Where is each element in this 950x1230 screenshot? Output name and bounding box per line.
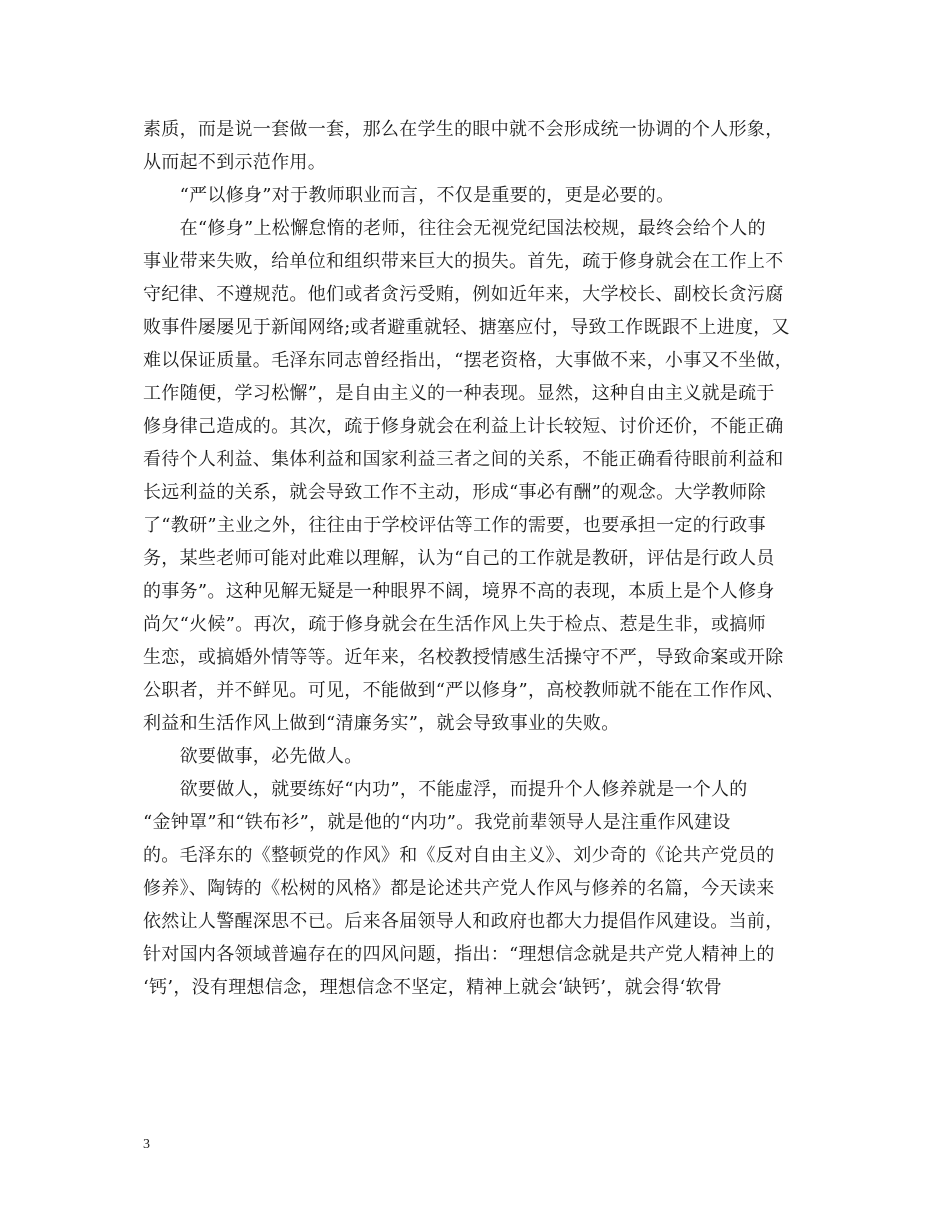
text-line: 事业带来失败，给单位和组织带来巨大的损失。首先，疏于修身就会在工作上不 <box>143 251 784 272</box>
text-line: “金钟罩”和“铁布衫”，就是他的“内功”。我党前辈领导人是注重作风建设 <box>143 812 731 833</box>
body-text <box>143 113 823 1004</box>
text-line: 公职者，并不鲜见。可见，不能做到“严以修身”，高校教师就不能在工作作风、 <box>143 680 785 701</box>
text-line: 尚欠“火候”。再次，疏于修身就会在生活作风上失于检点、惹是生非，或搞师 <box>143 614 766 635</box>
text-line: 看待个人利益、集体利益和国家利益三者之间的关系，不能正确看待眼前利益和 <box>143 449 784 470</box>
text-line: 长远利益的关系，就会导致工作不主动，形成“事必有酬”的观念。大学教师除 <box>143 482 766 503</box>
text-line: 从而起不到示范作用。 <box>143 152 326 173</box>
text-line: 守纪律、不遵规范。他们或者贪污受贿，例如近年来，大学校长、副校长贪污腐 <box>143 284 784 305</box>
text-line: “严以修身”对于教师职业而言，不仅是重要的，更是必要的。 <box>143 185 675 206</box>
text-line: 务，某些老师可能对此难以理解，认为“自己的工作就是教研，评估是行政人员 <box>143 548 775 569</box>
text-line: 了“教研”主业之外，往往由于学校评估等工作的需要，也要承担一定的行政事 <box>143 515 766 536</box>
text-line: 生恋，或搞婚外情等等。近年来，名校教授情感生活操守不严，导致命案或开除 <box>143 647 784 668</box>
text-line: 在“修身”上松懈怠惰的老师，往往会无视党纪国法校规，最终会给个人的 <box>143 218 766 239</box>
text-line: 依然让人警醒深思不已。后来各届领导人和政府也都大力提倡作风建设。当前， <box>143 911 784 932</box>
text-line: 的事务”。这种见解无疑是一种眼界不阔，境界不高的表现，本质上是个人修身 <box>143 581 775 602</box>
page-number: 3 <box>143 1137 150 1152</box>
text-line: 欲要做事，必先做人。 <box>143 746 363 767</box>
text-line: 利益和生活作风上做到“清廉务实”，就会导致事业的失败。 <box>143 713 620 734</box>
text-line: 素质，而是说一套做一套，那么在学生的眼中就不会形成统一协调的个人形象， <box>143 119 784 140</box>
text-line: 败事件屡屡见于新闻网络;或者避重就轻、搪塞应付，导致工作既跟不上进度，又 <box>143 317 790 338</box>
text-line: 难以保证质量。毛泽东同志曾经指出，“摆老资格，大事做不来，小事又不坐做， <box>143 350 793 371</box>
text-line: 修养》、陶铸的《松树的风格》都是论述共产党人作风与修养的名篇，今天读来 <box>143 878 775 899</box>
text-line: 针对国内各领域普遍存在的四风问题，指出：“理想信念就是共产党人精神上的 <box>143 944 775 965</box>
text-line: 的。毛泽东的《整顿党的作风》和《反对自由主义》、刘少奇的《论共产党员的 <box>143 845 775 866</box>
text-line: 工作随便，学习松懈”，是自由主义的一种表现。显然，这种自由主义就是疏于 <box>143 383 775 404</box>
text-line: 修身律己造成的。其次，疏于修身就会在利益上计长较短、讨价还价，不能正确 <box>143 416 784 437</box>
text-line: 欲要做人，就要练好“内功”，不能虚浮，而提升个人修养就是一个人的 <box>143 779 748 800</box>
text-line: ‘钙’，没有理想信念，理想信念不坚定，精神上就会‘缺钙’，就会得‘软骨 <box>143 977 723 998</box>
